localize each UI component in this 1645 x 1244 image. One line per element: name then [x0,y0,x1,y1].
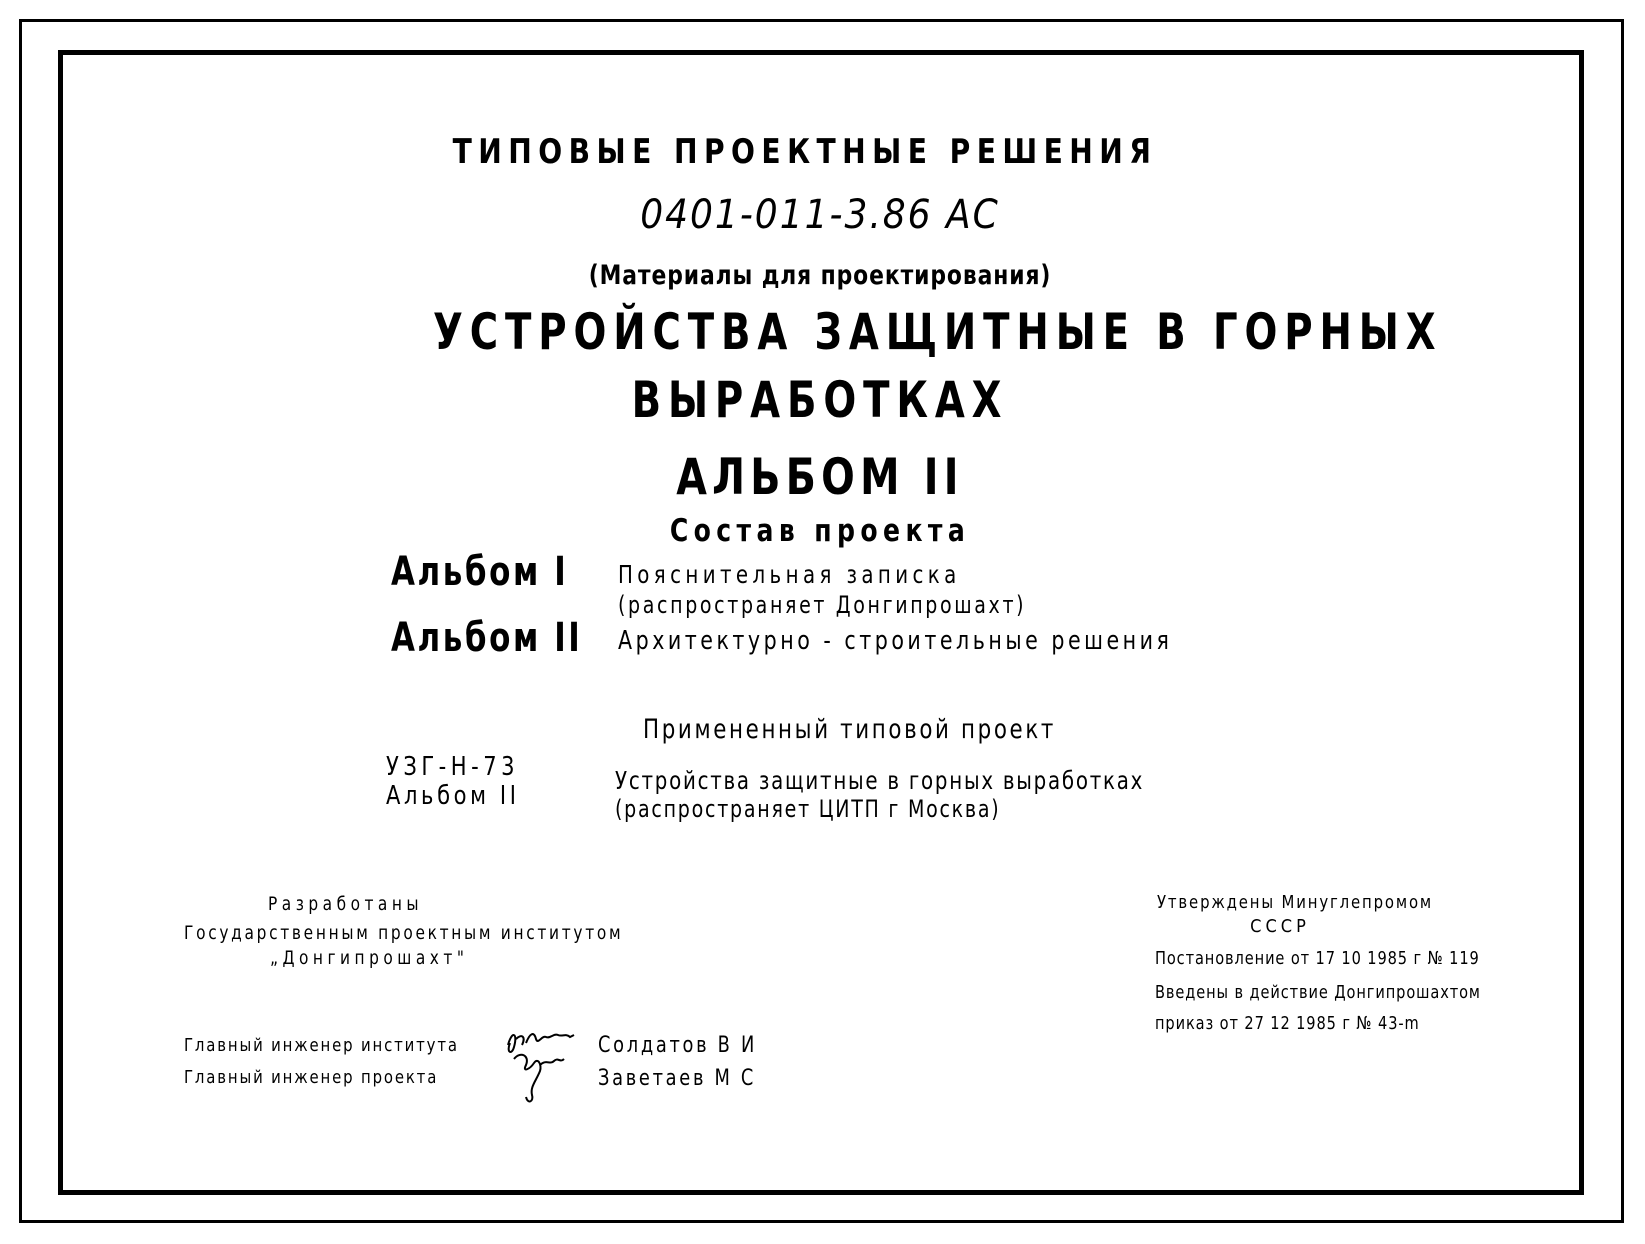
composition-note-1: (распространяет Донгипрошахт) [618,591,1027,619]
document-subtitle: (Материалы для проектирования) [588,260,1052,291]
chief-engineer-project-role: Главный инженер проекта [184,1067,439,1088]
developed-institute-name: „Донгипрошахт" [270,947,469,969]
composition-description-1: Пояснительная записка [618,560,961,589]
approval-line-5: приказ от 27 12 1985 г № 43-m [1155,1013,1420,1034]
applied-project-code: УЗГ-Н-73 [386,752,519,782]
series-title: ТИПОВЫЕ ПРОЕКТНЫЕ РЕШЕНИЯ [452,132,1158,172]
applied-project-album: Альбом II [386,781,520,811]
chief-engineer-institute-role: Главный инженер института [184,1035,459,1056]
composition-album-1: Альбом I [391,549,569,595]
composition-heading: Состав проекта [669,513,971,549]
developed-label: Разработаны [268,893,424,915]
applied-project-note: (распространяет ЦИТП г Москва) [615,795,1001,823]
composition-description-2: Архитектурно - строительные решения [618,626,1173,656]
approval-line-1: Утверждены Минуглепромом [1157,892,1433,913]
document-code: 0401-011-3.86 АС [640,192,1000,238]
approval-line-3: Постановление от 17 10 1985 г № 119 [1155,948,1480,969]
approval-line-4: Введены в действие Донгипрошахтом [1155,982,1481,1003]
signatures-image [500,1025,590,1110]
chief-engineer-project-name: Заветаев М С [598,1066,757,1091]
album-number: АЛЬБОМ II [676,448,964,506]
approval-line-2: СССР [1250,916,1310,937]
composition-album-2: Альбом II [391,615,583,661]
chief-engineer-institute-name: Солдатов В И [598,1033,757,1058]
document-title-line2: ВЫРАБОТКАХ [631,371,1009,429]
developed-institute: Государственным проектным институтом [184,922,624,944]
applied-project-heading: Примененный типовой проект [643,714,1057,745]
document-title-line1: УСТРОЙСТВА ЗАЩИТНЫЕ В ГОРНЫХ [433,303,1443,361]
applied-project-description: Устройства защитные в горных выработках [615,766,1145,795]
